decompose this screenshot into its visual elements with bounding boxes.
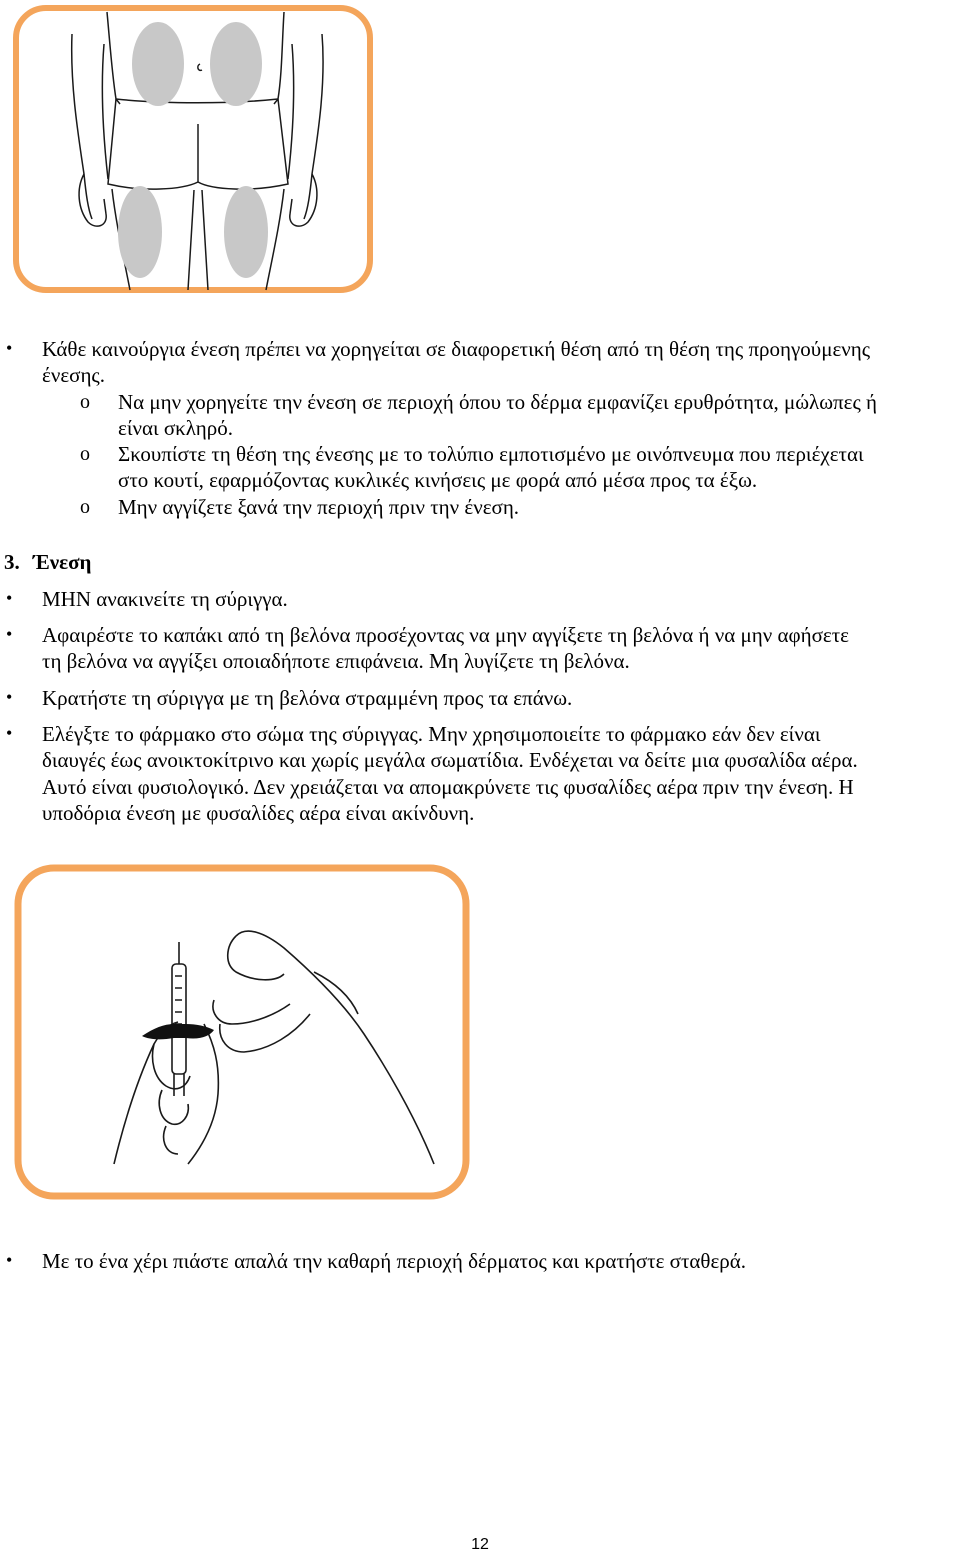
bullet-marker: • — [6, 723, 13, 743]
text-line: υποδόρια ένεση με φυσαλίδες αέρα είναι ακίνδυνη. — [42, 801, 475, 825]
section-title: Ένεση — [33, 550, 92, 574]
bullet-marker: • — [6, 687, 13, 707]
sub-bullet-marker: o — [80, 496, 90, 518]
text-line: Αυτό είναι φυσιολογικό. Δεν χρειάζεται να απομακρύνετε τις φυσαλίδες αέρα πριν την ένεση. Η — [42, 775, 854, 799]
page-number: 12 — [471, 1536, 489, 1553]
thigh-right-site — [224, 186, 268, 278]
bullet-marker: • — [6, 338, 13, 358]
text-line: διαυγές έως ανοικτοκίτρινο και χωρίς μεγάλα σωματίδια. Ενδέχεται να δείτε μια φυσαλίδα αέρα. — [42, 748, 858, 772]
text-line: Ελέγξτε το φάρμακο στο σώμα της σύριγγας. Μην χρησιμοποιείτε το φάρμακο εάν δεν είναι — [42, 722, 821, 746]
text-line: ΜΗΝ ανακινείτε τη σύριγγα. — [42, 587, 288, 611]
abdomen-right-site — [210, 22, 262, 106]
syringe-hands-illustration — [14, 864, 470, 1200]
sub-bullet-marker: o — [80, 443, 90, 465]
bullet-marker: • — [6, 1250, 13, 1270]
thigh-left-site — [118, 186, 162, 278]
text-line: Αφαιρέστε το καπάκι από τη βελόνα προσέχοντας να μην αγγίξετε τη βελόνα ή να μην αφήσετε — [42, 623, 849, 647]
figure-frame — [18, 868, 466, 1196]
text-line: ένεσης. — [42, 363, 105, 387]
section-number: 3. — [4, 550, 20, 574]
injection-sites-figure — [12, 4, 374, 294]
abdomen-left-site — [132, 22, 184, 106]
figure-frame — [16, 8, 370, 290]
text-line: Με το ένα χέρι πιάστε απαλά την καθαρή περιοχή δέρματος και κρατήστε σταθερά. — [42, 1249, 747, 1273]
injection-sites-illustration — [12, 4, 374, 294]
text-line: Μην αγγίζετε ξανά την περιοχή πριν την ένεση. — [118, 495, 520, 519]
text-line: είναι σκληρό. — [118, 416, 233, 440]
section-heading — [4, 549, 91, 575]
bullet-marker: • — [6, 624, 13, 644]
sub-bullet-marker: o — [80, 391, 90, 413]
text-line: Σκουπίστε τη θέση της ένεσης με το τολύπιο εμποτισμένο με οινόπνευμα που περιέχεται — [118, 442, 864, 466]
syringe-hands-figure — [14, 864, 470, 1200]
text-line: Κάθε καινούργια ένεση πρέπει να χορηγείται σε διαφορετική θέση από τη θέση της προηγούμενης — [42, 337, 871, 361]
text-line: Να μην χορηγείτε την ένεση σε περιοχή όπου το δέρμα εμφανίζει ερυθρότητα, μώλωπες ή — [118, 390, 878, 414]
text-line: τη βελόνα να αγγίξει οποιαδήποτε επιφάνεια. Μη λυγίζετε τη βελόνα. — [42, 649, 630, 673]
bullet-marker: • — [6, 588, 13, 608]
text-line: Κρατήστε τη σύριγγα με τη βελόνα στραμμένη προς τα επάνω. — [42, 686, 573, 710]
text-line: στο κουτί, εφαρμόζοντας κυκλικές κινήσεις με φορά από μέσα προς τα έξω. — [118, 468, 758, 492]
